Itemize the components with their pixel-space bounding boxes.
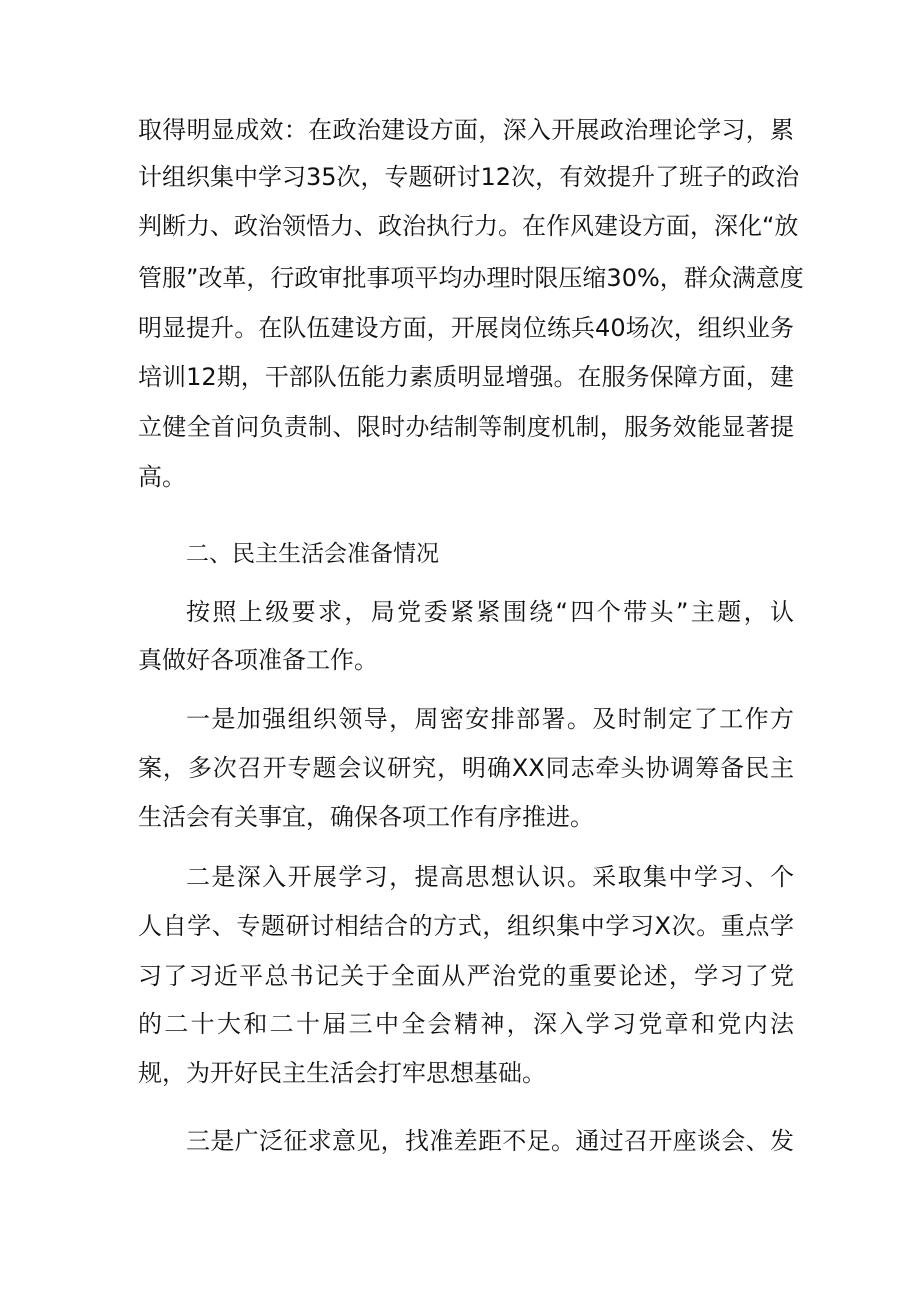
text-line: 习了习近平总书记关于全面从严治党的重要论述，学习了党 [138, 962, 794, 990]
text-line: 按照上级要求，局党委紧紧围绕“四个带头”主题，认 [186, 598, 794, 626]
text-line: 生活会有关事宜，确保各项工作有序推进。 [138, 803, 594, 831]
text-line: 高。 [138, 463, 186, 491]
text-line: 规，为开好民主生活会打牢思想基础。 [138, 1059, 546, 1087]
text-line: 判断力、政治领悟力、政治执行力。在作风建设方面，深化“放 [138, 212, 799, 240]
text-line: 明显提升。在队伍建设方面，开展岗位练兵40场次，组织业务 [138, 314, 794, 342]
text-line: 二是深入开展学习，提高思想认识。采取集中学习、个 [186, 863, 794, 891]
text-line: 三是广泛征求意见，找准差距不足。通过召开座谈会、发 [186, 1127, 794, 1155]
text-line: 计组织集中学习35次，专题研讨12次，有效提升了班子的政治 [138, 163, 800, 191]
text-line: 管服”改革，行政审批事项平均办理时限压缩30%，群众满意度 [138, 264, 804, 292]
text-line: 培训12期，干部队伍能力素质明显增强。在服务保障方面，建 [138, 363, 794, 391]
text-line: 案，多次召开专题会议研究，明确XX同志牵头协调筹备民主 [138, 754, 794, 782]
text-line: 真做好各项准备工作。 [138, 646, 378, 674]
text-line: 人自学、专题研讨相结合的方式，组织集中学习X次。重点学 [138, 912, 794, 940]
text-line: 一是加强组织领导，周密安排部署。及时制定了工作方 [186, 705, 794, 733]
section-heading: 二、民主生活会准备情况 [186, 541, 439, 567]
text-line: 的二十大和二十届三中全会精神，深入学习党章和党内法 [138, 1010, 794, 1038]
text-line: 取得明显成效：在政治建设方面，深入开展政治理论学习，累 [138, 116, 794, 144]
text-line: 立健全首问负责制、限时办结制等制度机制，服务效能显著提 [138, 413, 794, 441]
